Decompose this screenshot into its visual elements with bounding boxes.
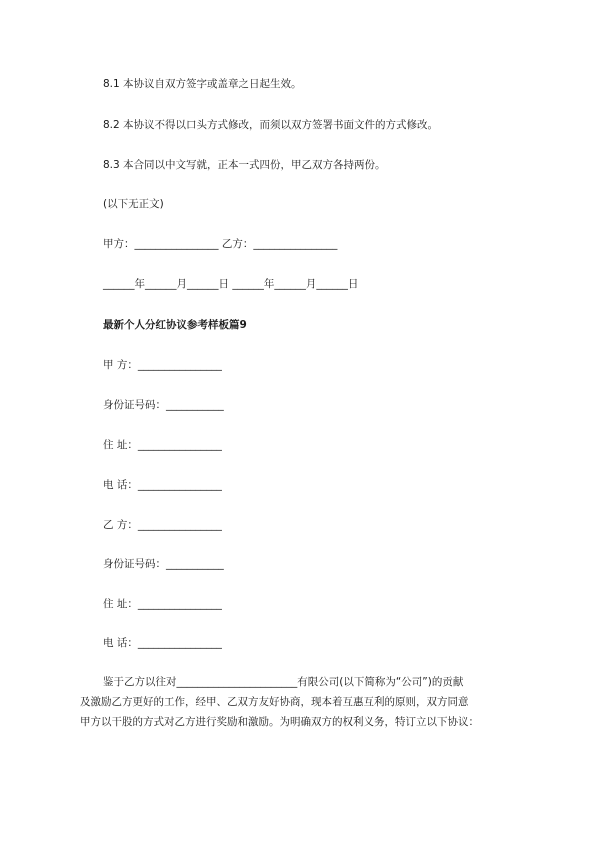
- body-paragraph-line-1: 鉴于乙方以往对_______________________有限公司(以下简称为“公司”)的贡献: [103, 676, 464, 688]
- party-b-address-field: 住 址：________________: [103, 598, 222, 610]
- party-b-phone-field: 电 话：________________: [103, 637, 222, 649]
- clause-8-2: 8.2 本协议不得以口头方式修改，而须以双方签署书面文件的方式修改。: [103, 119, 439, 131]
- party-a-address-field: 住 址：________________: [103, 439, 222, 451]
- no-more-text-note: (以下无正文): [103, 198, 164, 210]
- clause-8-3: 8.3 本合同以中文写就，正本一式四份，甲乙双方各持两份。: [103, 159, 386, 171]
- signature-line: 甲方：________________ 乙方：________________: [103, 238, 338, 250]
- date-line: ______年______月______日 ______年______月______日: [103, 278, 359, 290]
- party-b-id-field: 身份证号码：___________: [103, 558, 224, 570]
- body-paragraph-line-2: 及激励乙方更好的工作，经甲、乙双方友好协商，现本着互惠互利的原则，双方同意: [80, 696, 469, 708]
- party-a-id-field: 身份证号码：___________: [103, 399, 224, 411]
- clause-8-1: 8.1 本协议自双方签字或盖章之日起生效。: [103, 78, 302, 90]
- party-b-field: 乙 方：________________: [103, 519, 222, 531]
- body-paragraph: [80, 672, 520, 732]
- body-paragraph-line-3: 甲方以干股的方式对乙方进行奖励和激励。为明确双方的权利义务，特订立以下协议：: [80, 716, 479, 728]
- party-a-field: 甲 方：________________: [103, 359, 222, 371]
- section-title: 最新个人分红协议参考样板篇9: [103, 319, 247, 331]
- party-a-phone-field: 电 话：________________: [103, 479, 222, 491]
